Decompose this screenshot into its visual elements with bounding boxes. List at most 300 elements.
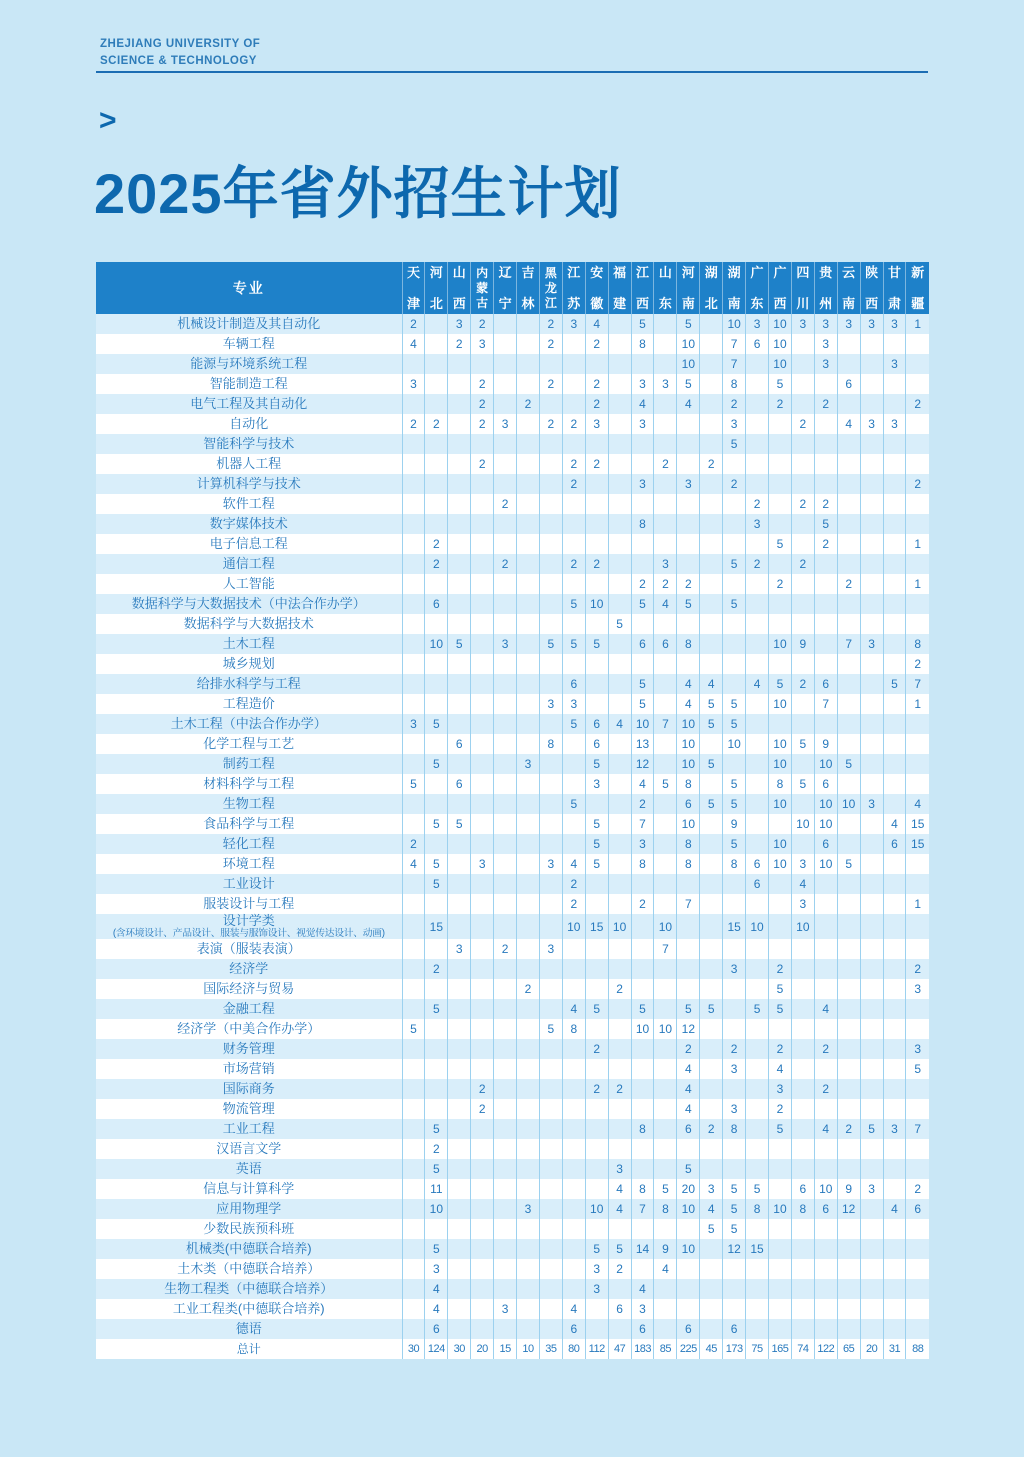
plan-count-cell <box>814 1219 837 1239</box>
plan-count-cell <box>539 1099 562 1119</box>
page-title: 2025年省外招生计划 <box>94 162 622 225</box>
plan-count-cell <box>494 814 517 834</box>
major-cell: 轻化工程 <box>222 836 275 851</box>
table-row <box>96 574 929 594</box>
column-header-province: 湖 南 <box>723 262 746 314</box>
plan-count-cell <box>746 614 769 634</box>
plan-count-cell <box>677 979 700 999</box>
plan-count-cell <box>837 979 860 999</box>
plan-count-cell: 112 <box>585 1339 608 1359</box>
plan-count-cell: 2 <box>791 674 814 694</box>
plan-count-cell <box>471 914 494 939</box>
plan-count-cell <box>517 1299 540 1319</box>
table-row <box>96 634 929 654</box>
plan-count-cell <box>471 614 494 634</box>
plan-count-cell: 2 <box>654 454 677 474</box>
plan-count-cell <box>700 394 723 414</box>
plan-count-cell <box>883 534 906 554</box>
plan-count-cell <box>746 1019 769 1039</box>
plan-count-cell <box>700 834 723 854</box>
table-row <box>96 1179 929 1199</box>
plan-count-cell <box>539 1259 562 1279</box>
plan-count-cell <box>562 1239 585 1259</box>
plan-count-cell <box>654 854 677 874</box>
plan-count-cell <box>769 514 792 534</box>
plan-count-cell <box>700 1099 723 1119</box>
plan-count-cell: 2 <box>769 574 792 594</box>
plan-count-cell <box>494 1199 517 1219</box>
plan-count-cell <box>585 1159 608 1179</box>
plan-count-cell <box>517 674 540 694</box>
major-cell: 生物工程类（中德联合培养） <box>164 1281 334 1296</box>
major-cell: 城乡规划 <box>222 656 275 671</box>
plan-count-cell <box>860 334 883 354</box>
plan-count-cell <box>883 394 906 414</box>
plan-count-cell <box>402 654 425 674</box>
column-header-province: 山 西 <box>448 262 471 314</box>
plan-count-cell: 8 <box>769 774 792 794</box>
plan-count-cell <box>494 1079 517 1099</box>
plan-count-cell <box>746 1159 769 1179</box>
plan-count-cell <box>746 1039 769 1059</box>
plan-count-cell <box>562 1039 585 1059</box>
major-cell: 英语 <box>235 1161 262 1176</box>
table-row <box>96 959 929 979</box>
plan-count-cell <box>402 1079 425 1099</box>
plan-count-cell <box>608 494 631 514</box>
plan-count-cell: 6 <box>814 1199 837 1219</box>
plan-count-cell <box>723 1079 746 1099</box>
plan-count-cell <box>654 754 677 774</box>
plan-count-cell <box>746 1279 769 1299</box>
plan-count-cell <box>906 1279 929 1299</box>
plan-count-cell: 5 <box>677 594 700 614</box>
plan-count-cell <box>402 1239 425 1259</box>
plan-count-cell <box>471 1279 494 1299</box>
plan-count-cell <box>746 1059 769 1079</box>
plan-count-cell <box>700 959 723 979</box>
plan-count-cell: 8 <box>631 1119 654 1139</box>
plan-count-cell <box>585 474 608 494</box>
total-row <box>96 1339 929 1359</box>
plan-count-cell <box>700 774 723 794</box>
plan-count-cell <box>471 494 494 514</box>
plan-count-cell <box>791 534 814 554</box>
plan-count-cell <box>791 794 814 814</box>
plan-count-cell <box>517 614 540 634</box>
major-cell: 市场营销 <box>222 1061 275 1076</box>
plan-count-cell <box>631 654 654 674</box>
plan-count-cell <box>448 654 471 674</box>
plan-count-cell <box>791 1279 814 1299</box>
plan-count-cell: 7 <box>837 634 860 654</box>
plan-count-cell: 4 <box>883 1199 906 1219</box>
plan-count-cell <box>700 1079 723 1099</box>
plan-count-cell <box>860 1139 883 1159</box>
plan-count-cell <box>700 894 723 914</box>
plan-count-cell: 2 <box>700 454 723 474</box>
plan-count-cell <box>723 894 746 914</box>
plan-count-cell: 31 <box>883 1339 906 1359</box>
plan-count-cell <box>448 979 471 999</box>
plan-count-cell <box>539 834 562 854</box>
plan-count-cell <box>539 654 562 674</box>
plan-count-cell <box>837 1299 860 1319</box>
plan-count-cell: 3 <box>425 1259 448 1279</box>
plan-count-cell: 4 <box>837 414 860 434</box>
plan-count-cell: 1 <box>906 534 929 554</box>
plan-count-cell <box>517 959 540 979</box>
plan-count-cell: 2 <box>539 374 562 394</box>
plan-count-cell: 10 <box>723 734 746 754</box>
plan-count-cell <box>769 1299 792 1319</box>
plan-count-cell <box>402 754 425 774</box>
plan-count-cell <box>791 1219 814 1239</box>
plan-count-cell <box>837 694 860 714</box>
plan-count-cell: 3 <box>585 414 608 434</box>
plan-count-cell <box>906 939 929 959</box>
plan-count-cell: 8 <box>723 854 746 874</box>
plan-count-cell <box>860 1019 883 1039</box>
plan-count-cell <box>608 1279 631 1299</box>
plan-count-cell: 5 <box>585 854 608 874</box>
plan-count-cell <box>883 374 906 394</box>
column-header-province: 新 疆 <box>906 262 929 314</box>
plan-count-cell <box>608 999 631 1019</box>
plan-count-cell: 35 <box>539 1339 562 1359</box>
plan-count-cell <box>608 814 631 834</box>
logo-line-2: SCIENCE & TECHNOLOGY <box>100 54 257 67</box>
plan-count-cell <box>471 594 494 614</box>
plan-count-cell <box>791 939 814 959</box>
plan-count-cell <box>494 979 517 999</box>
major-cell: 工业设计 <box>222 876 275 891</box>
plan-count-cell: 3 <box>723 414 746 434</box>
plan-count-cell <box>425 454 448 474</box>
plan-count-cell <box>425 694 448 714</box>
plan-count-cell <box>425 894 448 914</box>
plan-count-cell <box>654 434 677 454</box>
plan-count-cell: 2 <box>425 414 448 434</box>
plan-count-cell <box>769 654 792 674</box>
plan-count-cell <box>562 614 585 634</box>
plan-count-cell: 5 <box>562 594 585 614</box>
plan-count-cell: 5 <box>562 794 585 814</box>
plan-count-cell <box>906 1079 929 1099</box>
plan-count-cell: 3 <box>677 474 700 494</box>
plan-count-cell: 2 <box>769 394 792 414</box>
plan-count-cell <box>883 1299 906 1319</box>
plan-count-cell <box>906 434 929 454</box>
plan-count-cell <box>448 1059 471 1079</box>
plan-count-cell <box>402 1139 425 1159</box>
plan-count-cell <box>585 614 608 634</box>
plan-count-cell <box>814 474 837 494</box>
plan-count-cell <box>471 814 494 834</box>
plan-count-cell: 88 <box>906 1339 929 1359</box>
plan-count-cell <box>517 1119 540 1139</box>
plan-count-cell: 3 <box>814 354 837 374</box>
plan-count-cell <box>402 914 425 939</box>
plan-count-cell <box>425 1219 448 1239</box>
plan-count-cell <box>494 654 517 674</box>
plan-count-cell: 3 <box>631 834 654 854</box>
column-header-province: 云 南 <box>837 262 860 314</box>
plan-count-cell <box>883 1139 906 1159</box>
plan-count-cell <box>746 1099 769 1119</box>
plan-count-cell <box>906 714 929 734</box>
plan-count-cell: 2 <box>677 574 700 594</box>
plan-count-cell <box>425 1079 448 1099</box>
plan-count-cell: 6 <box>677 794 700 814</box>
plan-count-cell <box>631 354 654 374</box>
plan-count-cell <box>700 534 723 554</box>
plan-count-cell <box>494 394 517 414</box>
plan-count-cell <box>402 694 425 714</box>
major-cell: 机器人工程 <box>216 456 282 471</box>
plan-count-cell <box>494 1159 517 1179</box>
plan-count-cell: 3 <box>860 414 883 434</box>
plan-count-cell <box>700 874 723 894</box>
plan-count-cell <box>746 794 769 814</box>
plan-count-cell: 2 <box>562 454 585 474</box>
plan-count-cell: 5 <box>585 814 608 834</box>
plan-count-cell <box>700 474 723 494</box>
plan-count-cell: 15 <box>723 914 746 939</box>
plan-count-cell <box>791 999 814 1019</box>
plan-count-cell: 3 <box>814 314 837 334</box>
plan-count-cell <box>608 354 631 374</box>
plan-count-cell: 10 <box>837 794 860 814</box>
plan-count-cell: 6 <box>654 634 677 654</box>
plan-count-cell <box>860 534 883 554</box>
plan-count-cell <box>425 794 448 814</box>
plan-count-cell: 2 <box>677 1039 700 1059</box>
plan-count-cell <box>517 1159 540 1179</box>
plan-count-cell <box>860 394 883 414</box>
plan-count-cell <box>723 634 746 654</box>
plan-count-cell <box>562 534 585 554</box>
table-row <box>96 694 929 714</box>
plan-count-cell <box>860 694 883 714</box>
plan-count-cell <box>723 1279 746 1299</box>
plan-count-cell <box>883 874 906 894</box>
column-header-province: 黑 龙 江 <box>539 262 562 314</box>
plan-count-cell <box>517 334 540 354</box>
plan-count-cell: 7 <box>631 814 654 834</box>
plan-count-cell <box>471 999 494 1019</box>
plan-count-cell <box>769 714 792 734</box>
plan-count-cell: 10 <box>769 354 792 374</box>
plan-count-cell: 10 <box>677 734 700 754</box>
plan-count-cell <box>539 714 562 734</box>
plan-count-cell <box>608 654 631 674</box>
plan-count-cell <box>677 654 700 674</box>
plan-count-cell <box>837 614 860 634</box>
plan-count-cell: 2 <box>471 414 494 434</box>
plan-count-cell <box>906 334 929 354</box>
plan-count-cell <box>837 514 860 534</box>
plan-count-cell <box>860 1099 883 1119</box>
plan-count-cell <box>517 494 540 514</box>
table-row <box>96 454 929 474</box>
plan-count-cell <box>494 594 517 614</box>
plan-count-cell: 10 <box>814 1179 837 1199</box>
plan-count-cell: 2 <box>585 334 608 354</box>
plan-count-cell <box>608 1039 631 1059</box>
plan-count-cell: 3 <box>723 1099 746 1119</box>
plan-count-cell <box>906 614 929 634</box>
plan-count-cell <box>471 834 494 854</box>
major-cell: 总计 <box>236 1342 261 1356</box>
plan-count-cell: 122 <box>814 1339 837 1359</box>
plan-count-cell <box>700 1139 723 1159</box>
plan-count-cell <box>402 959 425 979</box>
plan-count-cell <box>700 914 723 939</box>
plan-count-cell: 8 <box>723 1119 746 1139</box>
plan-count-cell: 10 <box>631 1019 654 1039</box>
plan-count-cell <box>494 1019 517 1039</box>
plan-count-cell <box>791 334 814 354</box>
plan-count-cell: 8 <box>631 334 654 354</box>
plan-count-cell <box>883 979 906 999</box>
plan-count-cell: 5 <box>448 634 471 654</box>
plan-count-cell <box>654 674 677 694</box>
plan-count-cell <box>448 434 471 454</box>
plan-count-cell: 5 <box>837 854 860 874</box>
plan-count-cell <box>860 494 883 514</box>
plan-count-cell <box>837 874 860 894</box>
plan-count-cell <box>562 494 585 514</box>
plan-count-cell <box>425 1019 448 1039</box>
plan-count-cell <box>723 534 746 554</box>
plan-count-cell: 2 <box>791 554 814 574</box>
plan-count-cell: 5 <box>791 734 814 754</box>
plan-count-cell: 2 <box>562 894 585 914</box>
major-cell: 表演（服装表演） <box>196 941 301 956</box>
table-row <box>96 554 929 574</box>
plan-count-cell <box>562 1139 585 1159</box>
plan-count-cell <box>425 834 448 854</box>
plan-count-cell <box>517 939 540 959</box>
plan-count-cell: 5 <box>723 774 746 794</box>
plan-count-cell: 3 <box>654 374 677 394</box>
plan-count-cell <box>471 1179 494 1199</box>
plan-count-cell <box>906 774 929 794</box>
plan-count-cell <box>631 914 654 939</box>
plan-count-cell: 2 <box>769 959 792 979</box>
plan-count-cell: 6 <box>562 674 585 694</box>
university-logo <box>100 36 260 69</box>
plan-count-cell <box>860 854 883 874</box>
major-cell: 数字媒体技术 <box>209 516 288 531</box>
plan-count-cell <box>837 674 860 694</box>
plan-count-cell <box>769 1159 792 1179</box>
major-cell: 土木类（中德联合培养） <box>177 1261 321 1276</box>
plan-count-cell <box>837 1219 860 1239</box>
plan-count-cell <box>448 1199 471 1219</box>
plan-count-cell: 10 <box>425 1199 448 1219</box>
plan-count-cell <box>700 494 723 514</box>
plan-count-cell <box>791 614 814 634</box>
plan-count-cell <box>677 614 700 634</box>
plan-count-cell <box>562 354 585 374</box>
plan-count-cell: 2 <box>608 1259 631 1279</box>
plan-count-cell <box>517 874 540 894</box>
plan-count-cell <box>906 1019 929 1039</box>
plan-count-cell <box>860 939 883 959</box>
plan-count-cell <box>402 1279 425 1299</box>
plan-count-cell <box>517 834 540 854</box>
plan-count-cell <box>425 494 448 514</box>
plan-count-cell: 30 <box>402 1339 425 1359</box>
plan-count-cell <box>860 1199 883 1219</box>
plan-count-cell <box>471 1259 494 1279</box>
plan-count-cell: 3 <box>883 1119 906 1139</box>
plan-count-cell <box>631 434 654 454</box>
plan-count-cell <box>494 1219 517 1239</box>
plan-count-cell: 65 <box>837 1339 860 1359</box>
plan-count-cell <box>654 534 677 554</box>
table-row <box>96 1219 929 1239</box>
plan-count-cell <box>402 874 425 894</box>
plan-count-cell <box>791 834 814 854</box>
plan-count-cell: 1 <box>906 314 929 334</box>
major-cell: 财务管理 <box>222 1041 275 1056</box>
plan-count-cell: 10 <box>769 334 792 354</box>
major-cell: 计算机科学与技术 <box>196 476 301 491</box>
column-header-province: 甘 肃 <box>883 262 906 314</box>
plan-count-cell: 3 <box>906 1039 929 1059</box>
plan-count-cell <box>631 1039 654 1059</box>
table-row <box>96 714 929 734</box>
plan-count-cell <box>402 394 425 414</box>
plan-count-cell: 10 <box>791 814 814 834</box>
plan-count-cell <box>814 979 837 999</box>
plan-count-cell <box>517 1319 540 1339</box>
plan-count-cell <box>837 959 860 979</box>
plan-count-cell <box>517 434 540 454</box>
plan-count-cell <box>585 694 608 714</box>
plan-count-cell: 6 <box>677 1119 700 1139</box>
plan-count-cell <box>906 854 929 874</box>
plan-count-cell: 5 <box>608 614 631 634</box>
plan-count-cell <box>539 1039 562 1059</box>
plan-count-cell <box>562 574 585 594</box>
plan-count-cell <box>402 554 425 574</box>
plan-count-cell <box>631 939 654 959</box>
plan-count-cell: 3 <box>608 1159 631 1179</box>
plan-count-cell: 2 <box>906 654 929 674</box>
major-cell: 电气工程及其自动化 <box>190 396 308 411</box>
plan-count-cell: 5 <box>448 814 471 834</box>
plan-count-cell <box>402 514 425 534</box>
plan-count-cell <box>448 754 471 774</box>
plan-count-cell <box>654 814 677 834</box>
plan-count-cell: 2 <box>425 1139 448 1159</box>
plan-count-cell: 5 <box>585 834 608 854</box>
plan-count-cell <box>769 814 792 834</box>
column-header-province: 河 南 <box>677 262 700 314</box>
plan-count-cell <box>448 1299 471 1319</box>
plan-count-cell <box>402 1199 425 1219</box>
plan-count-cell <box>402 1039 425 1059</box>
plan-count-cell <box>746 654 769 674</box>
plan-count-cell <box>402 894 425 914</box>
plan-count-cell <box>608 794 631 814</box>
plan-count-cell <box>837 834 860 854</box>
plan-count-cell <box>654 1319 677 1339</box>
